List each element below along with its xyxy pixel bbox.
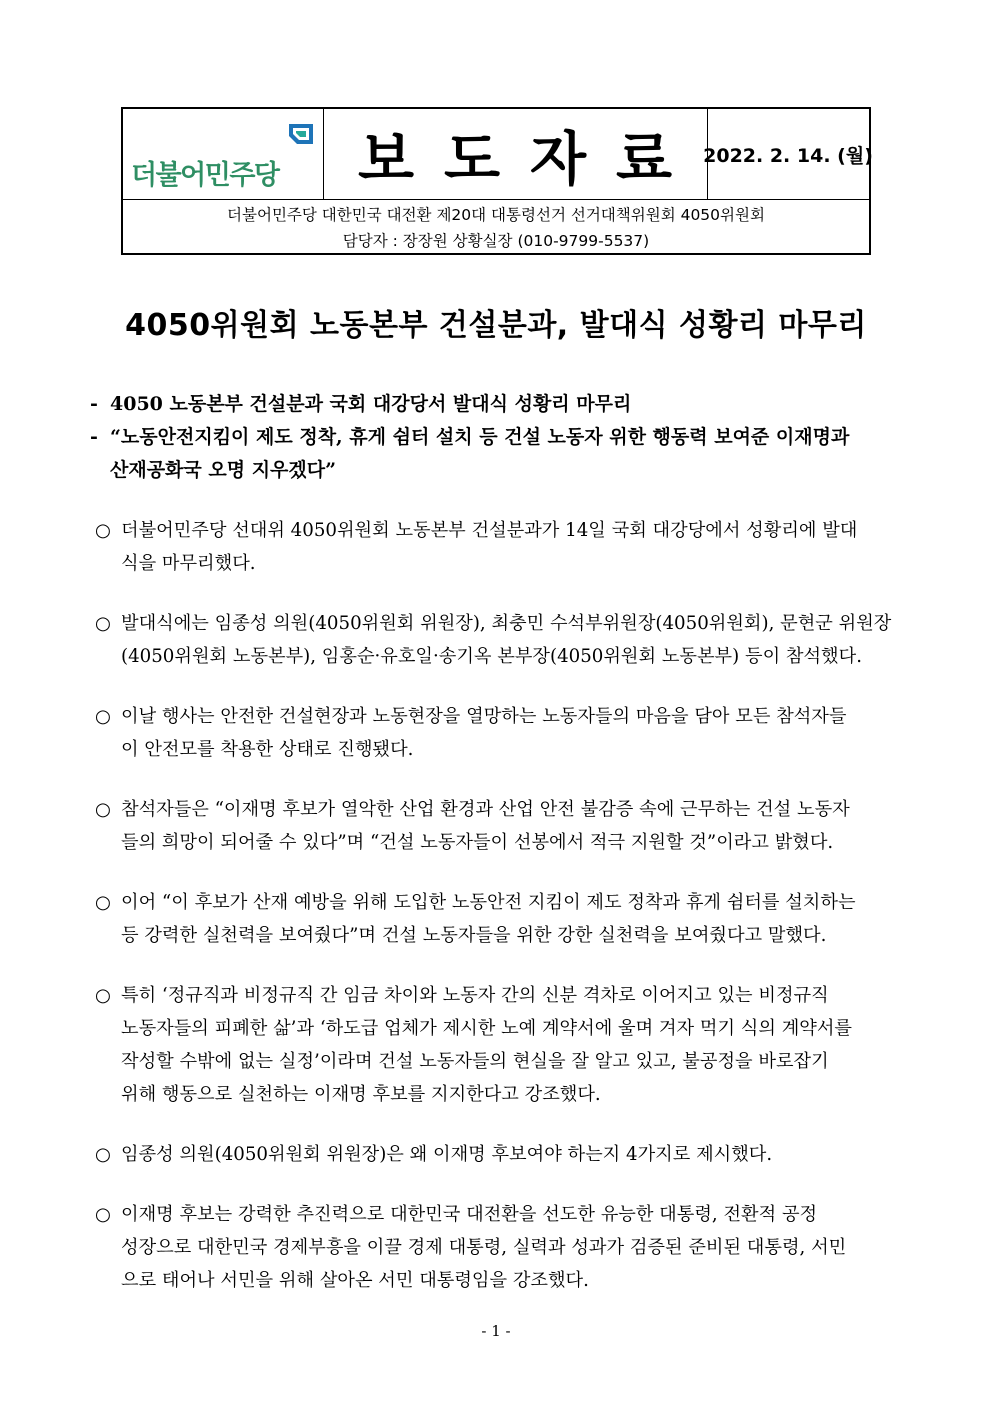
subheading-line: 4050 노동본부 건설분과 국회 대강당서 발대식 성황리 마무리 [110,393,632,415]
press-release-header [121,107,871,255]
paragraph [95,607,900,673]
paragraph [95,1138,900,1171]
header-top-row [123,109,873,200]
document-title: 보도자료 [357,125,703,193]
bullet-circle: ○ [95,985,111,1006]
bullet-circle: ○ [95,613,111,634]
date-cell [703,109,873,199]
paragraph [95,514,900,580]
bullet-circle: ○ [95,1144,111,1165]
paragraph-line: 이어 “이 후보가 산재 예방을 위해 도입한 노동안전 지킴이 제도 정착과 휴게 쉼터를 설치하는 [121,892,856,913]
paragraph-line: 등 강력한 실천력을 보여줬다”며 건설 노동자들을 위한 강한 실천력을 보여줬다고 말했다. [121,925,827,946]
subheading-line: “노동안전지킴이 제도 정착, 휴게 쉼터 설치 등 건설 노동자 위한 행동력 보여준 이재명과 [110,426,850,448]
subheadings [90,388,910,487]
release-date: 2022. 2. 14. (월) [703,144,873,167]
subheading [90,388,910,421]
party-logo-icon [287,123,315,145]
subheading-line: 산재공화국 오명 지우겠다” [110,459,337,481]
paragraph-line: 으로 태어나 서민을 위해 살아온 서민 대통령임을 강조했다. [121,1270,589,1291]
bullet-circle: ○ [95,1204,111,1225]
paragraph [95,1198,900,1297]
paragraph-line: 이 안전모를 착용한 상태로 진행됐다. [121,739,414,760]
paragraph [95,979,900,1111]
paragraph [95,886,900,952]
paragraph-line: 더불어민주당 선대위 4050위원회 노동본부 건설분과가 14일 국회 대강당에서 성황리에 발대 [121,520,858,541]
paragraph-line: 들의 희망이 되어줄 수 있다”며 “건설 노동자들이 선봉에서 적극 지원할 것”이라고 밝혔다. [121,832,834,853]
body-paragraphs [95,514,900,1324]
subheading [90,421,910,487]
party-logo [123,109,324,199]
page-number: - 1 - [481,1322,511,1340]
organization-line: 더불어민주당 대한민국 대전환 제20대 대통령선거 선거대책위원회 4050위원회 [227,206,765,224]
paragraph-line: 임종성 의원(4050위원회 위원장)은 왜 이재명 후보여야 하는지 4가지로 제시했다. [121,1144,773,1165]
paragraph-line: 이재명 후보는 강력한 추진력으로 대한민국 대전환을 선도한 유능한 대통령, 전환적 공정 [121,1204,818,1225]
paragraph [95,700,900,766]
header-info-row [123,199,869,255]
subheading-marker: - [90,426,98,448]
paragraph-line: 발대식에는 임종성 의원(4050위원회 위원장), 최충민 수석부위원장(4050위원회), 문현군 위원장 [121,613,892,634]
bullet-circle: ○ [95,520,111,541]
paragraph-line: 작성할 수밖에 없는 실정’이라며 건설 노동자들의 현실을 잘 알고 있고, 불공정을 바로잡기 [121,1051,829,1072]
paragraph-line: 위해 행동으로 실천하는 이재명 후보를 지지한다고 강조했다. [121,1084,601,1105]
paragraph [95,793,900,859]
paragraph-line: 식을 마무리했다. [121,553,256,574]
contact-line: 담당자 : 장장원 상황실장 (010-9799-5537) [342,232,650,250]
bullet-circle: ○ [95,799,111,820]
bullet-circle: ○ [95,706,111,727]
title-cell [323,109,708,199]
paragraph-line: 노동자들의 피폐한 삶’과 ‘하도급 업체가 제시한 노예 계약서에 울며 겨자 먹기 식의 계약서를 [121,1018,852,1039]
headline: 4050위원회 노동본부 건설분과, 발대식 성황리 마무리 [125,308,867,343]
paragraph-line: 참석자들은 “이재명 후보가 열악한 산업 환경과 산업 안전 불감증 속에 근무하는 건설 노동자 [121,799,850,820]
party-logo-text: 더불어민주당 [131,160,279,191]
paragraph-line: 특히 ‘정규직과 비정규직 간 임금 차이와 노동자 간의 신분 격차로 이어지고 있는 비정규직 [121,985,829,1006]
paragraph-line: 성장으로 대한민국 경제부흥을 이끌 경제 대통령, 실력과 성과가 검증된 준비된 대통령, 서민 [121,1237,847,1258]
bullet-circle: ○ [95,892,111,913]
paragraph-line: (4050위원회 노동본부), 임홍순·유호일·송기옥 본부장(4050위원회 노동본부) 등이 참석했다. [121,646,862,667]
subheading-marker: - [90,393,98,415]
paragraph-line: 이날 행사는 안전한 건설현장과 노동현장을 열망하는 노동자들의 마음을 담아 모든 참석자들 [121,706,847,727]
